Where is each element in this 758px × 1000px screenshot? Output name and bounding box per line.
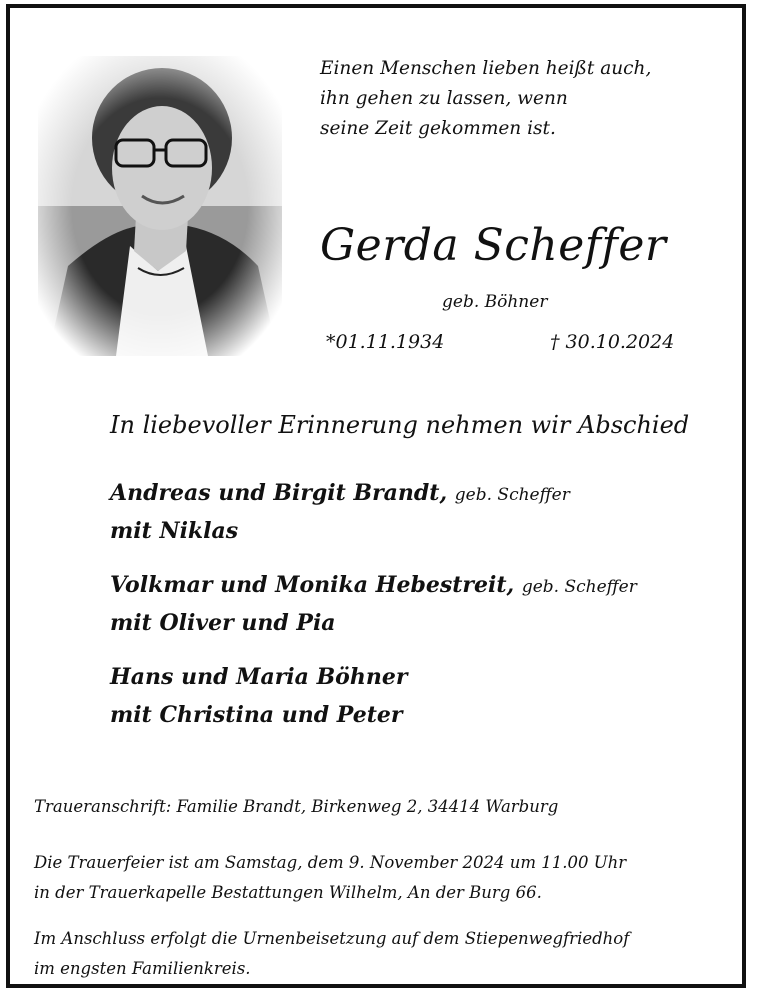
maiden-name: geb. Böhner: [442, 292, 548, 312]
farewell-line: In liebevoller Erinnerung nehmen wir Abschied: [110, 411, 690, 439]
quote-line: Einen Menschen lieben heißt auch,: [320, 58, 652, 79]
family-note: geb. Scheffer: [454, 485, 570, 505]
quote: [320, 54, 651, 144]
burial-line: Im Anschluss erfolgt die Urnenbeisetzung auf dem Stiepenwegfriedhof: [34, 929, 630, 948]
family-names-text: Volkmar und Monika Hebestreit,: [110, 572, 515, 598]
obituary-frame: [6, 4, 746, 988]
portrait-photo: [38, 56, 282, 356]
burial-line: im engsten Familienkreis.: [34, 959, 251, 978]
deceased-name: Gerda Scheffer: [320, 220, 667, 271]
family-note: geb. Scheffer: [521, 577, 637, 597]
ceremony-line: Die Trauerfeier ist am Samstag, dem 9. November 2024 um 11.00 Uhr: [34, 853, 627, 872]
quote-line: seine Zeit gekommen ist.: [320, 118, 556, 139]
family-names: [110, 568, 637, 604]
family-with: mit Niklas: [110, 518, 239, 544]
birth-date: *01.11.1934: [326, 331, 445, 353]
family-with: mit Christina und Peter: [110, 702, 403, 728]
family-with: mit Oliver und Pia: [110, 610, 336, 636]
mourning-address: Traueranschrift: Familie Brandt, Birkenweg 2, 34414 Warburg: [34, 797, 559, 816]
family-names-text: Hans und Maria Böhner: [110, 664, 408, 690]
family-names-text: Andreas und Birgit Brandt,: [110, 480, 448, 506]
family-names: [110, 476, 570, 512]
quote-line: ihn gehen zu lassen, wenn: [320, 88, 568, 109]
family-names: [110, 660, 407, 694]
ceremony-line: in der Trauerkapelle Bestattungen Wilhelm, An der Burg 66.: [34, 883, 542, 902]
death-date: † 30.10.2024: [550, 331, 675, 353]
